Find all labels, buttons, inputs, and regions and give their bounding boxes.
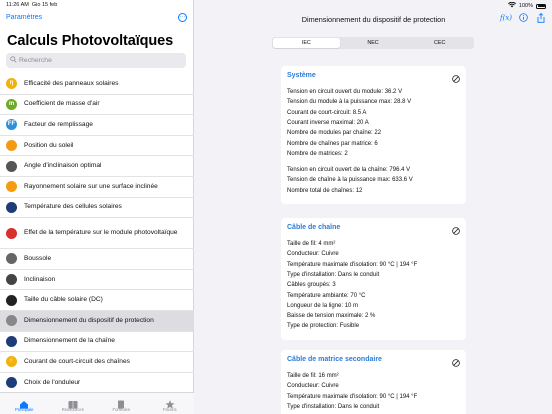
card-title: Câble de matrice secondaire: [287, 356, 382, 363]
lightning-icon: ⚡: [6, 356, 17, 367]
card-title: Système: [287, 72, 316, 79]
segment-iec[interactable]: IEC: [273, 38, 340, 48]
sidebar-item-label: Boussole: [24, 254, 52, 262]
star-icon: [165, 396, 175, 405]
disable-icon[interactable]: [452, 70, 460, 78]
card-line: Nombre de matrices: 2: [287, 150, 348, 157]
thermometer-icon: [6, 228, 17, 239]
share-icon[interactable]: [536, 13, 546, 23]
card-line: Température maximale d'isolation: 90 °C | 194 °F: [287, 261, 418, 268]
result-card: [281, 218, 466, 340]
card-line: Tension en circuit ouvert de la chaîne: 796.4 V: [287, 167, 411, 174]
card-line: Type de protection: Fusible: [287, 323, 360, 330]
status-bar: [0, 0, 552, 10]
eta-icon: η: [6, 78, 17, 89]
sidebar-item[interactable]: [0, 352, 194, 373]
sidebar-item[interactable]: [0, 249, 194, 270]
sidebar-item[interactable]: [0, 311, 194, 332]
tab-label: Principale: [15, 407, 34, 412]
search-input[interactable]: [19, 54, 179, 67]
sidebar-item-label: Effet de la température sur le module photovoltaïque: [24, 229, 178, 237]
status-right: [508, 2, 546, 10]
inverter-icon: [6, 377, 17, 388]
card-line: Tension de chaîne à la puissance max: 633.6 V: [287, 177, 413, 184]
sidebar-item[interactable]: [0, 373, 194, 394]
sidebar-item[interactable]: [0, 218, 194, 249]
tab-bar: [0, 392, 194, 414]
more-options-button[interactable]: ···: [179, 14, 186, 20]
sidebar-item[interactable]: [0, 74, 194, 95]
sidebar-item[interactable]: [0, 270, 194, 291]
result-card: [281, 350, 466, 414]
card-line: Courant inverse maximal: 20 A: [287, 119, 369, 126]
connector-icon: [6, 295, 17, 306]
fuse-icon: [6, 315, 17, 326]
sidebar-item-label: Coefficient de masse d'air: [24, 100, 100, 108]
card-title: Câble de chaîne: [287, 224, 341, 231]
tab-label: Favoris: [162, 407, 177, 412]
wifi-icon: [508, 2, 516, 10]
tab-star[interactable]: [146, 393, 195, 414]
sidebar-item-label: Taille du câble solaire (DC): [24, 296, 103, 304]
card-line: Câbles groupés: 3: [287, 282, 336, 289]
radiation-icon: [6, 181, 17, 192]
card-line: Taille de fil: 4 mm²: [287, 241, 336, 247]
sidebar-item-label: Courant de court-circuit des chaînes: [24, 357, 130, 365]
sidebar-item-label: Inclinaison: [24, 275, 56, 283]
formula-icon[interactable]: f(x): [500, 14, 513, 22]
battery-percent: 100%: [518, 3, 533, 9]
inclination-icon: [6, 274, 17, 285]
tab-book[interactable]: [97, 393, 146, 414]
sidebar-item[interactable]: [0, 177, 194, 198]
disable-icon[interactable]: [452, 222, 460, 230]
card-line: Nombre total de chaînes: 12: [287, 187, 363, 194]
sidebar-item[interactable]: [0, 115, 194, 136]
card-line: Tension du module à la puissance max: 28.8 V: [287, 99, 412, 106]
compass-icon: [6, 253, 17, 264]
sun-position-icon: [6, 140, 17, 151]
segment-nec[interactable]: NEC: [367, 40, 379, 46]
card-line: Conducteur: Cuivre: [287, 251, 339, 258]
status-time: 11:26 AM Gio 15 feb: [6, 2, 58, 8]
string-icon: [6, 336, 17, 347]
fill-factor-icon: FF: [6, 119, 17, 130]
sidebar-nav-bar: [0, 12, 194, 26]
disable-icon[interactable]: [452, 354, 460, 362]
result-card: [281, 66, 466, 204]
panel-icon: [6, 202, 17, 213]
card-line: Courant de court-circuit: 8.5 A: [287, 109, 367, 116]
sidebar: [0, 0, 194, 414]
standard-segmented-control: [272, 37, 474, 49]
card-line: Nombre de modules par chaîne: 22: [287, 130, 382, 137]
segment-cec[interactable]: CEC: [433, 40, 446, 46]
sidebar-item-label: Rayonnement solaire sur une surface inclinée: [24, 182, 158, 190]
sidebar-item-label: Dimensionnement de la chaîne: [24, 337, 115, 345]
air-mass-icon: m: [6, 99, 17, 110]
tab-label: Formules: [112, 407, 130, 412]
card-line: Tension en circuit ouvert du module: 36.2 V: [287, 89, 403, 95]
card-line: Conducteur: Cuivre: [287, 383, 339, 390]
page-title: Calculs Photovoltaïques: [7, 33, 174, 49]
sidebar-item[interactable]: [0, 332, 194, 353]
sidebar-item-label: Facteur de remplissage: [24, 120, 93, 128]
sidebar-item[interactable]: [0, 198, 194, 219]
card-line: Type d'installation: Dans le conduit: [287, 271, 380, 278]
card-line: Nombre de chaînes par matrice: 6: [287, 140, 378, 147]
sidebar-item[interactable]: [0, 136, 194, 157]
search-icon: [10, 56, 17, 63]
sidebar-item-label: Efficacité des panneaux solaires: [24, 79, 119, 87]
book-icon: [116, 396, 126, 405]
card-line: Longueur de la ligne: 10 m: [287, 302, 359, 309]
sidebar-item[interactable]: [0, 156, 194, 177]
resources-icon: [68, 396, 78, 405]
card-line: Taille de fil: 16 mm²: [287, 373, 339, 379]
card-line: Température ambiante: 70 °C: [287, 292, 366, 299]
card-line: Type d'installation: Dans le conduit: [287, 403, 380, 410]
card-line: Température maximale d'isolation: 90 °C | 194 °F: [287, 393, 418, 400]
search-bar[interactable]: [6, 53, 186, 68]
detail-toolbar: [500, 13, 546, 23]
card-line: Baisse de tension maximale: 2 %: [287, 313, 376, 320]
tab-home[interactable]: [0, 393, 49, 414]
sidebar-item-label: Angle d'inclinaison optimal: [24, 162, 102, 170]
calculator-list: [0, 74, 194, 393]
sidebar-item-label: Choix de l'onduleur: [24, 378, 81, 386]
sidebar-item[interactable]: [0, 95, 194, 116]
battery-icon: [536, 4, 546, 9]
sidebar-item-label: Dimensionnement du dispositif de protection: [24, 316, 154, 324]
detail-pane: [195, 0, 552, 414]
detail-title: Dimensionnement du dispositif de protection: [301, 15, 446, 24]
sidebar-item[interactable]: [0, 290, 194, 311]
sidebar-item-label: Position du soleil: [24, 141, 74, 149]
tilt-angle-icon: [6, 161, 17, 172]
tab-label: Ressources: [61, 407, 84, 412]
info-icon[interactable]: [518, 13, 528, 23]
sidebar-item-label: Température des cellules solaires: [24, 203, 122, 211]
home-icon: [19, 396, 29, 405]
back-button[interactable]: Paramètres: [6, 14, 43, 21]
tab-resources[interactable]: [49, 393, 98, 414]
